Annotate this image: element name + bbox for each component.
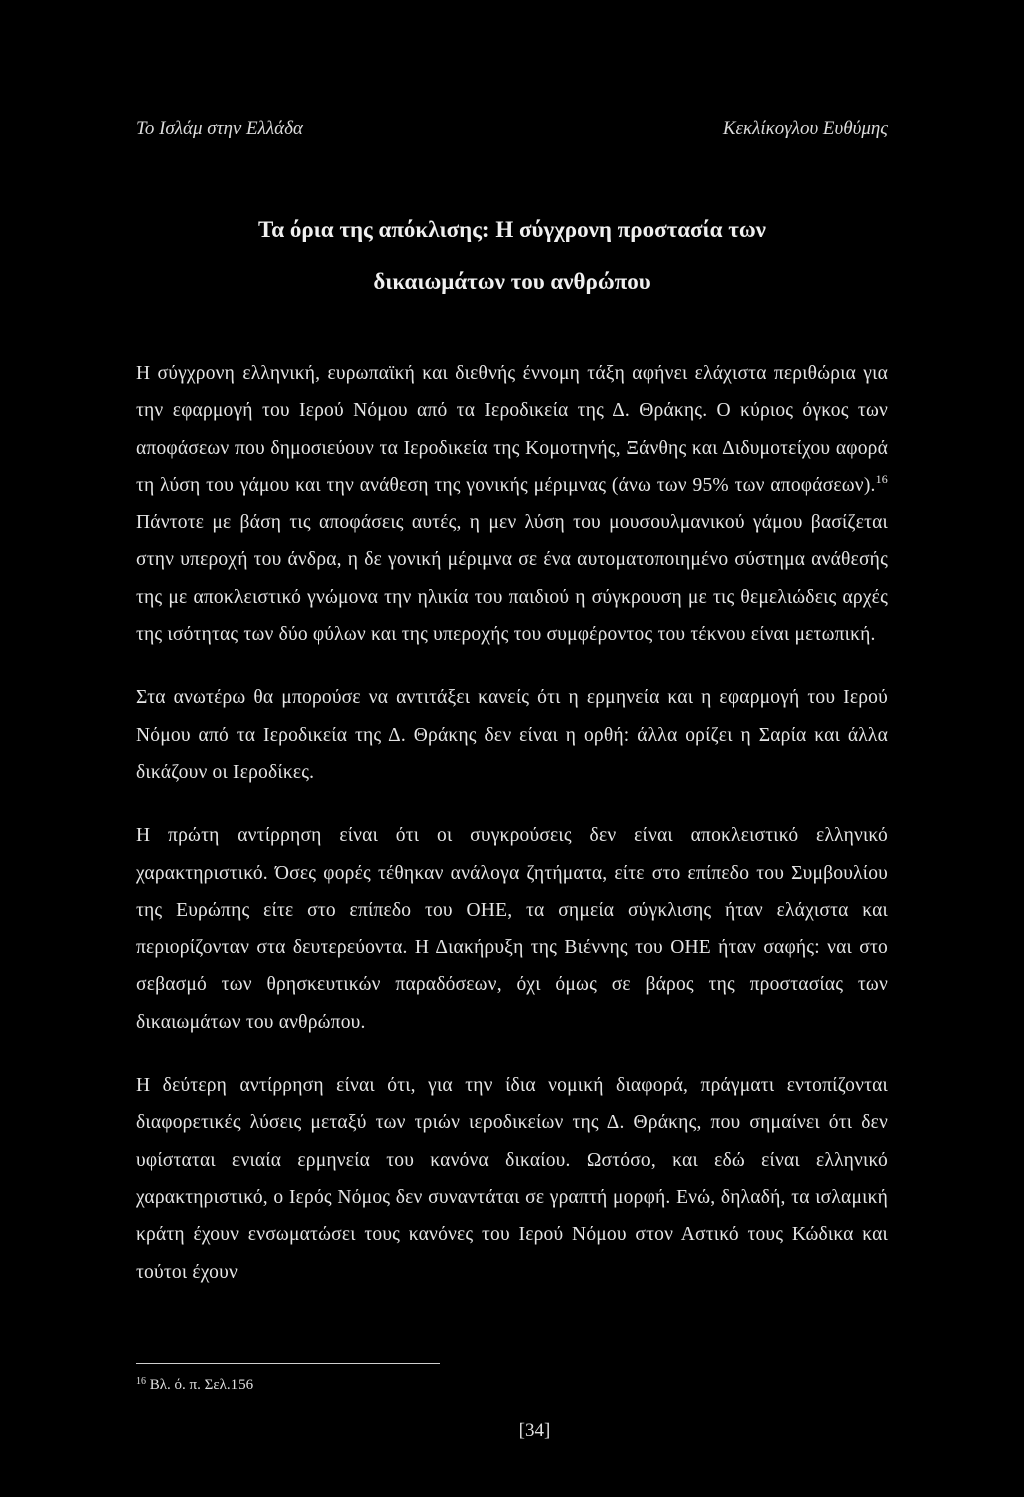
running-header — [136, 118, 888, 144]
paragraph-2: Στα ανωτέρω θα μπορούσε να αντιτάξει κανείς ότι η ερμηνεία και η εφαρμογή του Ιερού Νόμου από τα Ιεροδικεία της Δ. Θράκης δεν είναι η ορθή: άλλα ορίζει η Σαρία και άλλα δικάζουν οι Ιεροδίκες. — [136, 687, 888, 783]
page-number: [34] — [518, 1420, 551, 1441]
paragraph-1 — [136, 355, 888, 653]
header-author: Κεκλίκογλου Ευθύμης — [722, 118, 888, 139]
footnote-reference[interactable]: 16 — [875, 471, 888, 486]
footnote-number: 16 — [136, 1376, 146, 1387]
paragraph-1-text-a: Η σύγχρονη ελληνική, ευρωπαϊκή και διεθνής έννομη τάξη αφήνει ελάχιστα περιθώρια για την εφαρμογή του Ιερού Νόμου από τα Ιεροδικεία της Δ. Θράκης. Ο κύριος όγκος των αποφάσεων που δημοσιεύουν τα Ιεροδικεία της Κομοτηνής, Ξάνθης και Διδυμοτείχου αφορά τη λύση του γάμου και την ανάθεση της γονικής μέριμνας (άνω των 95% των αποφάσεων). — [136, 363, 888, 496]
header-book-title: Το Ισλάμ στην Ελλάδα — [136, 118, 303, 139]
section-title-line-1: Τα όρια της απόκλισης: Η σύγχρονη προστασία των — [258, 217, 766, 242]
section-title-line-2: δικαιωμάτων του ανθρώπου — [373, 269, 651, 294]
paragraph-4: Η δεύτερη αντίρρηση είναι ότι, για την ίδια νομική διαφορά, πράγματι εντοπίζονται διαφορετικές λύσεις μεταξύ των τριών ιεροδικείων της Δ. Θράκης, που σημαίνει ότι δεν υφίσταται ενιαία ερμηνεία του κανόνα δικαίου. Ωστόσο, και εδώ είναι ελληνικό χαρακτηριστικό, ο Ιερός Νόμος δεν συναντάται σε γραπτή μορφή. Ενώ, δηλαδή, τα ισλαμική κράτη έχουν ενσωματώσει τους κανόνες του Ιερού Νόμου στον Αστικό τους Κώδικα και τούτοι έχουν — [136, 1075, 888, 1283]
footnote — [136, 1377, 253, 1394]
footnote-divider — [136, 1363, 440, 1364]
body-text — [136, 355, 888, 1291]
section-title — [136, 204, 888, 308]
paragraph-3: Η πρώτη αντίρρηση είναι ότι οι συγκρούσεις δεν είναι αποκλειστικό ελληνικό χαρακτηριστικό. Όσες φορές τέθηκαν ανάλογα ζητήματα, είτε στο επίπεδο του Συμβουλίου της Ευρώπης είτε στο επίπεδο του ΟΗΕ, τα σημεία σύγκλισης ήταν ελάχιστα και περιορίζονταν στα δευτερεύοντα. Η Διακήρυξη της Βιέννης του ΟΗΕ ήταν σαφής: ναι στο σεβασμό των θρησκευτικών παραδόσεων, όχι όμως σε βάρος της προστασίας των δικαιωμάτων του ανθρώπου. — [136, 825, 888, 1033]
paragraph-1-text-b: Πάντοτε με βάση τις αποφάσεις αυτές, η μεν λύση του μουσουλμανικού γάμου βασίζεται στην υπεροχή του άνδρα, η δε γονική μέριμνα σε ένα αυτοματοποιημένο σύστημα ανάθεσής της με αποκλειστικό γνώμονα την ηλικία του παιδιού η σύγκρουση με τις θεμελιώδεις αρχές της ισότητας των δύο φύλων και της υπεροχής του συμφέροντος του τέκνου είναι μετωπική. — [136, 512, 888, 646]
footnote-text: Βλ. ό. π. Σελ.156 — [149, 1377, 254, 1393]
